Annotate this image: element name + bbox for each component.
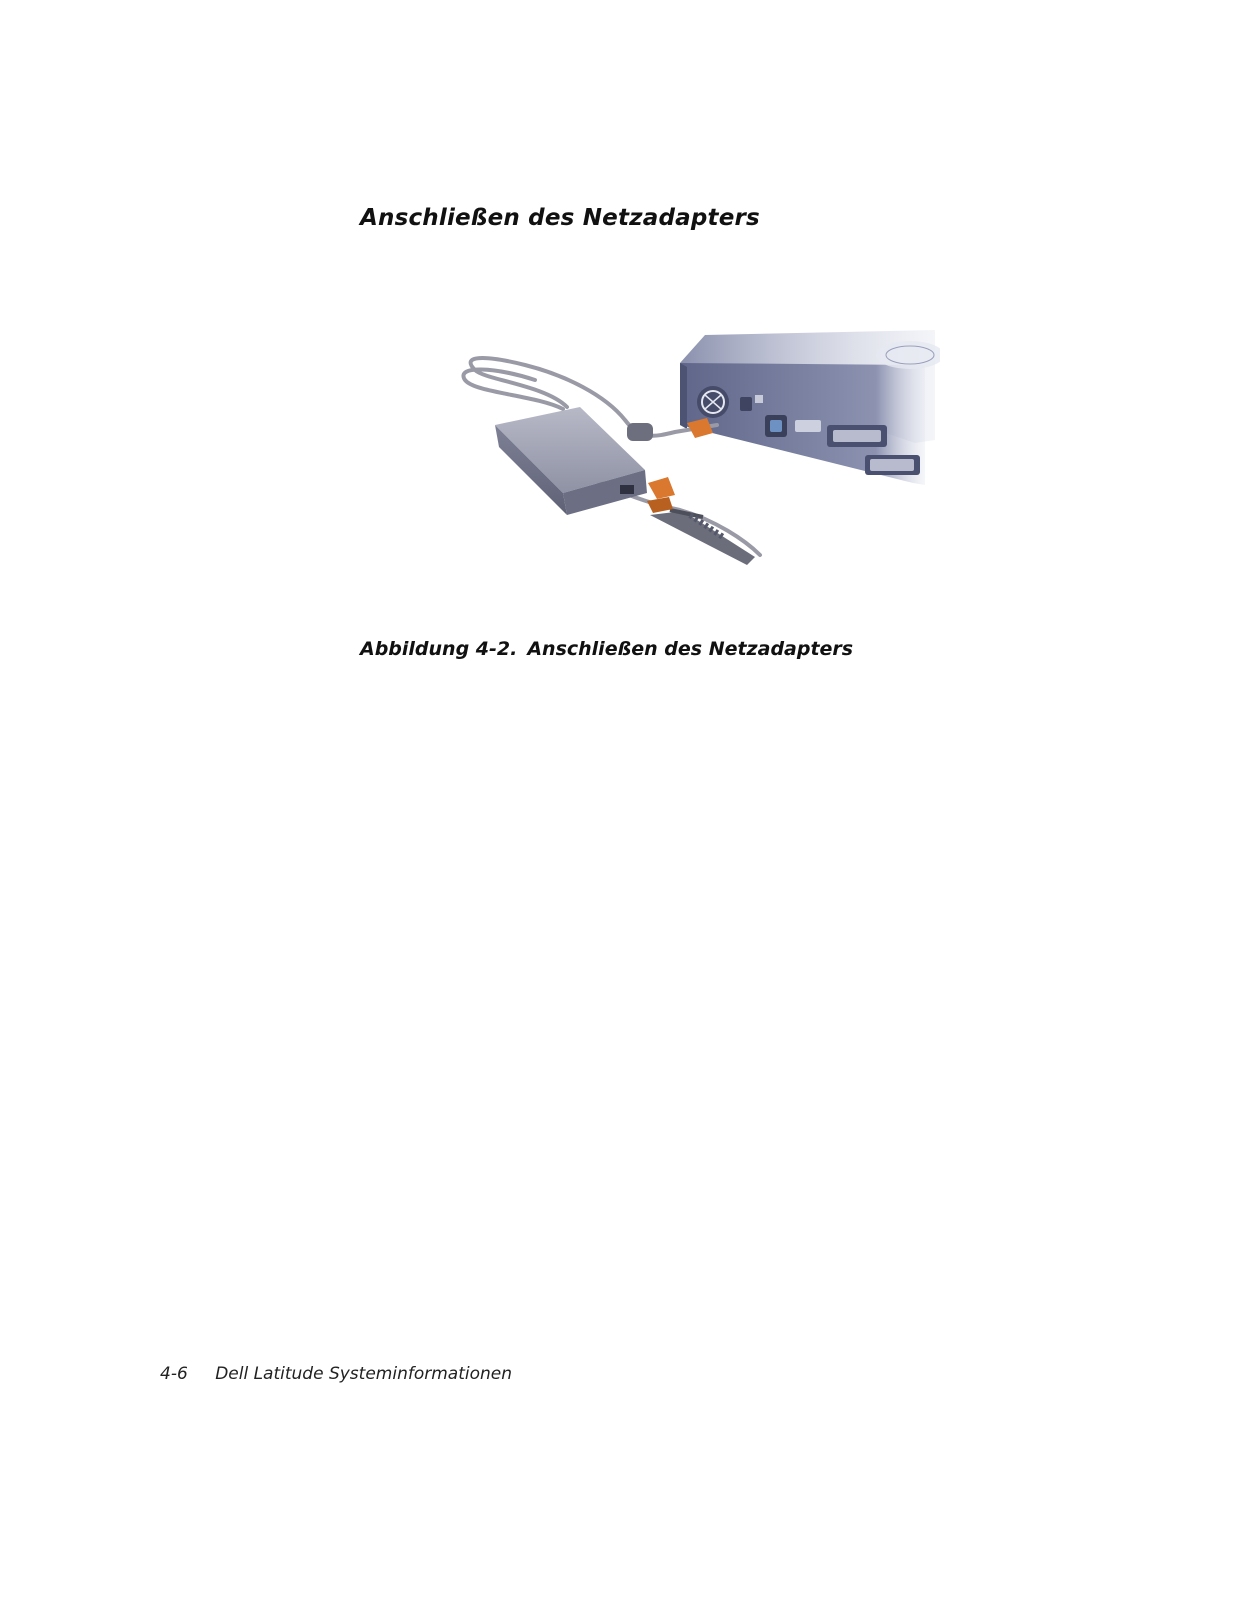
document-title: Dell Latitude Systeminformationen bbox=[215, 1364, 512, 1384]
page-footer bbox=[160, 1364, 512, 1384]
laptop-shape bbox=[680, 330, 940, 485]
figure-label: Abbildung 4-2. bbox=[360, 638, 518, 660]
figure-caption bbox=[360, 638, 853, 660]
figure-caption-text: Anschließen des Netzadapters bbox=[527, 638, 854, 660]
section-heading: Anschließen des Netzadapters bbox=[360, 205, 760, 231]
figure-ac-adapter-connection bbox=[455, 325, 940, 570]
ac-adapter-brick bbox=[495, 407, 647, 515]
laptop-ac-adapter-illustration bbox=[455, 325, 940, 570]
output-cable-ferrite bbox=[627, 423, 653, 441]
page-number: 4-6 bbox=[160, 1364, 188, 1384]
